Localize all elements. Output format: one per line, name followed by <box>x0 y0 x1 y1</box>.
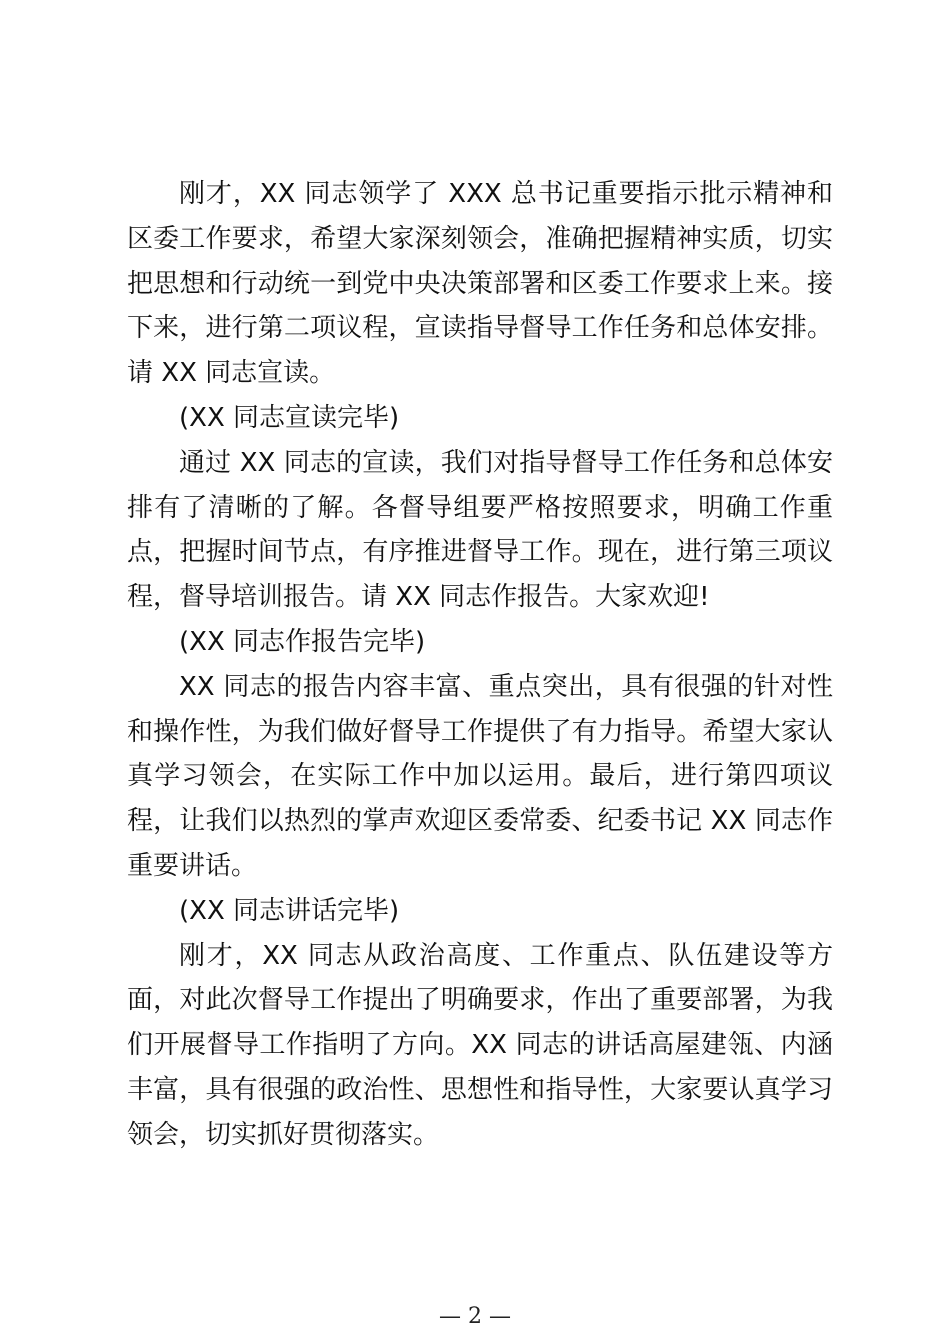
paragraph-5: XX 同志的报告内容丰富、重点突出，具有很强的针对性和操作性，为我们做好督导工作提供了有力指导。希望大家认真学习领会，在实际工作中加以运用。最后，进行第四项议程，让我们以热烈的掌声欢迎区委常委、纪委书记 XX 同志作重要讲话。 <box>127 671 833 881</box>
page-number: — 2 — <box>439 1304 511 1329</box>
paragraph-6: (XX 同志讲话完毕) <box>179 895 400 926</box>
document-body <box>127 172 833 1158</box>
paragraph-3: 通过 XX 同志的宣读，我们对指导督导工作任务和总体安排有了清晰的了解。各督导组要严格按照要求，明确工作重点，把握时间节点，有序推进督导工作。现在，进行第三项议程，督导培训报告。请 XX 同志作报告。大家欢迎! <box>127 447 833 613</box>
paragraph-1: 刚才，XX 同志领学了 XXX 总书记重要指示批示精神和区委工作要求，希望大家深刻领会，准确把握精神实质，切实把思想和行动统一到党中央决策部署和区委工作要求上来。接下来，进行第二项议程，宣读指导督导工作任务和总体安排。请 XX 同志宣读。 <box>127 179 833 389</box>
paragraph-2: (XX 同志宣读完毕) <box>179 402 400 433</box>
paragraph-7: 刚才，XX 同志从政治高度、工作重点、队伍建设等方面，对此次督导工作提出了明确要求，作出了重要部署，为我们开展督导工作指明了方向。XX 同志的讲话高屋建瓴、内涵丰富，具有很强的政治性、思想性和指导性，大家要认真学习领会，切实抓好贯彻落实。 <box>127 940 833 1150</box>
paragraph-4: (XX 同志作报告完毕) <box>179 626 426 657</box>
